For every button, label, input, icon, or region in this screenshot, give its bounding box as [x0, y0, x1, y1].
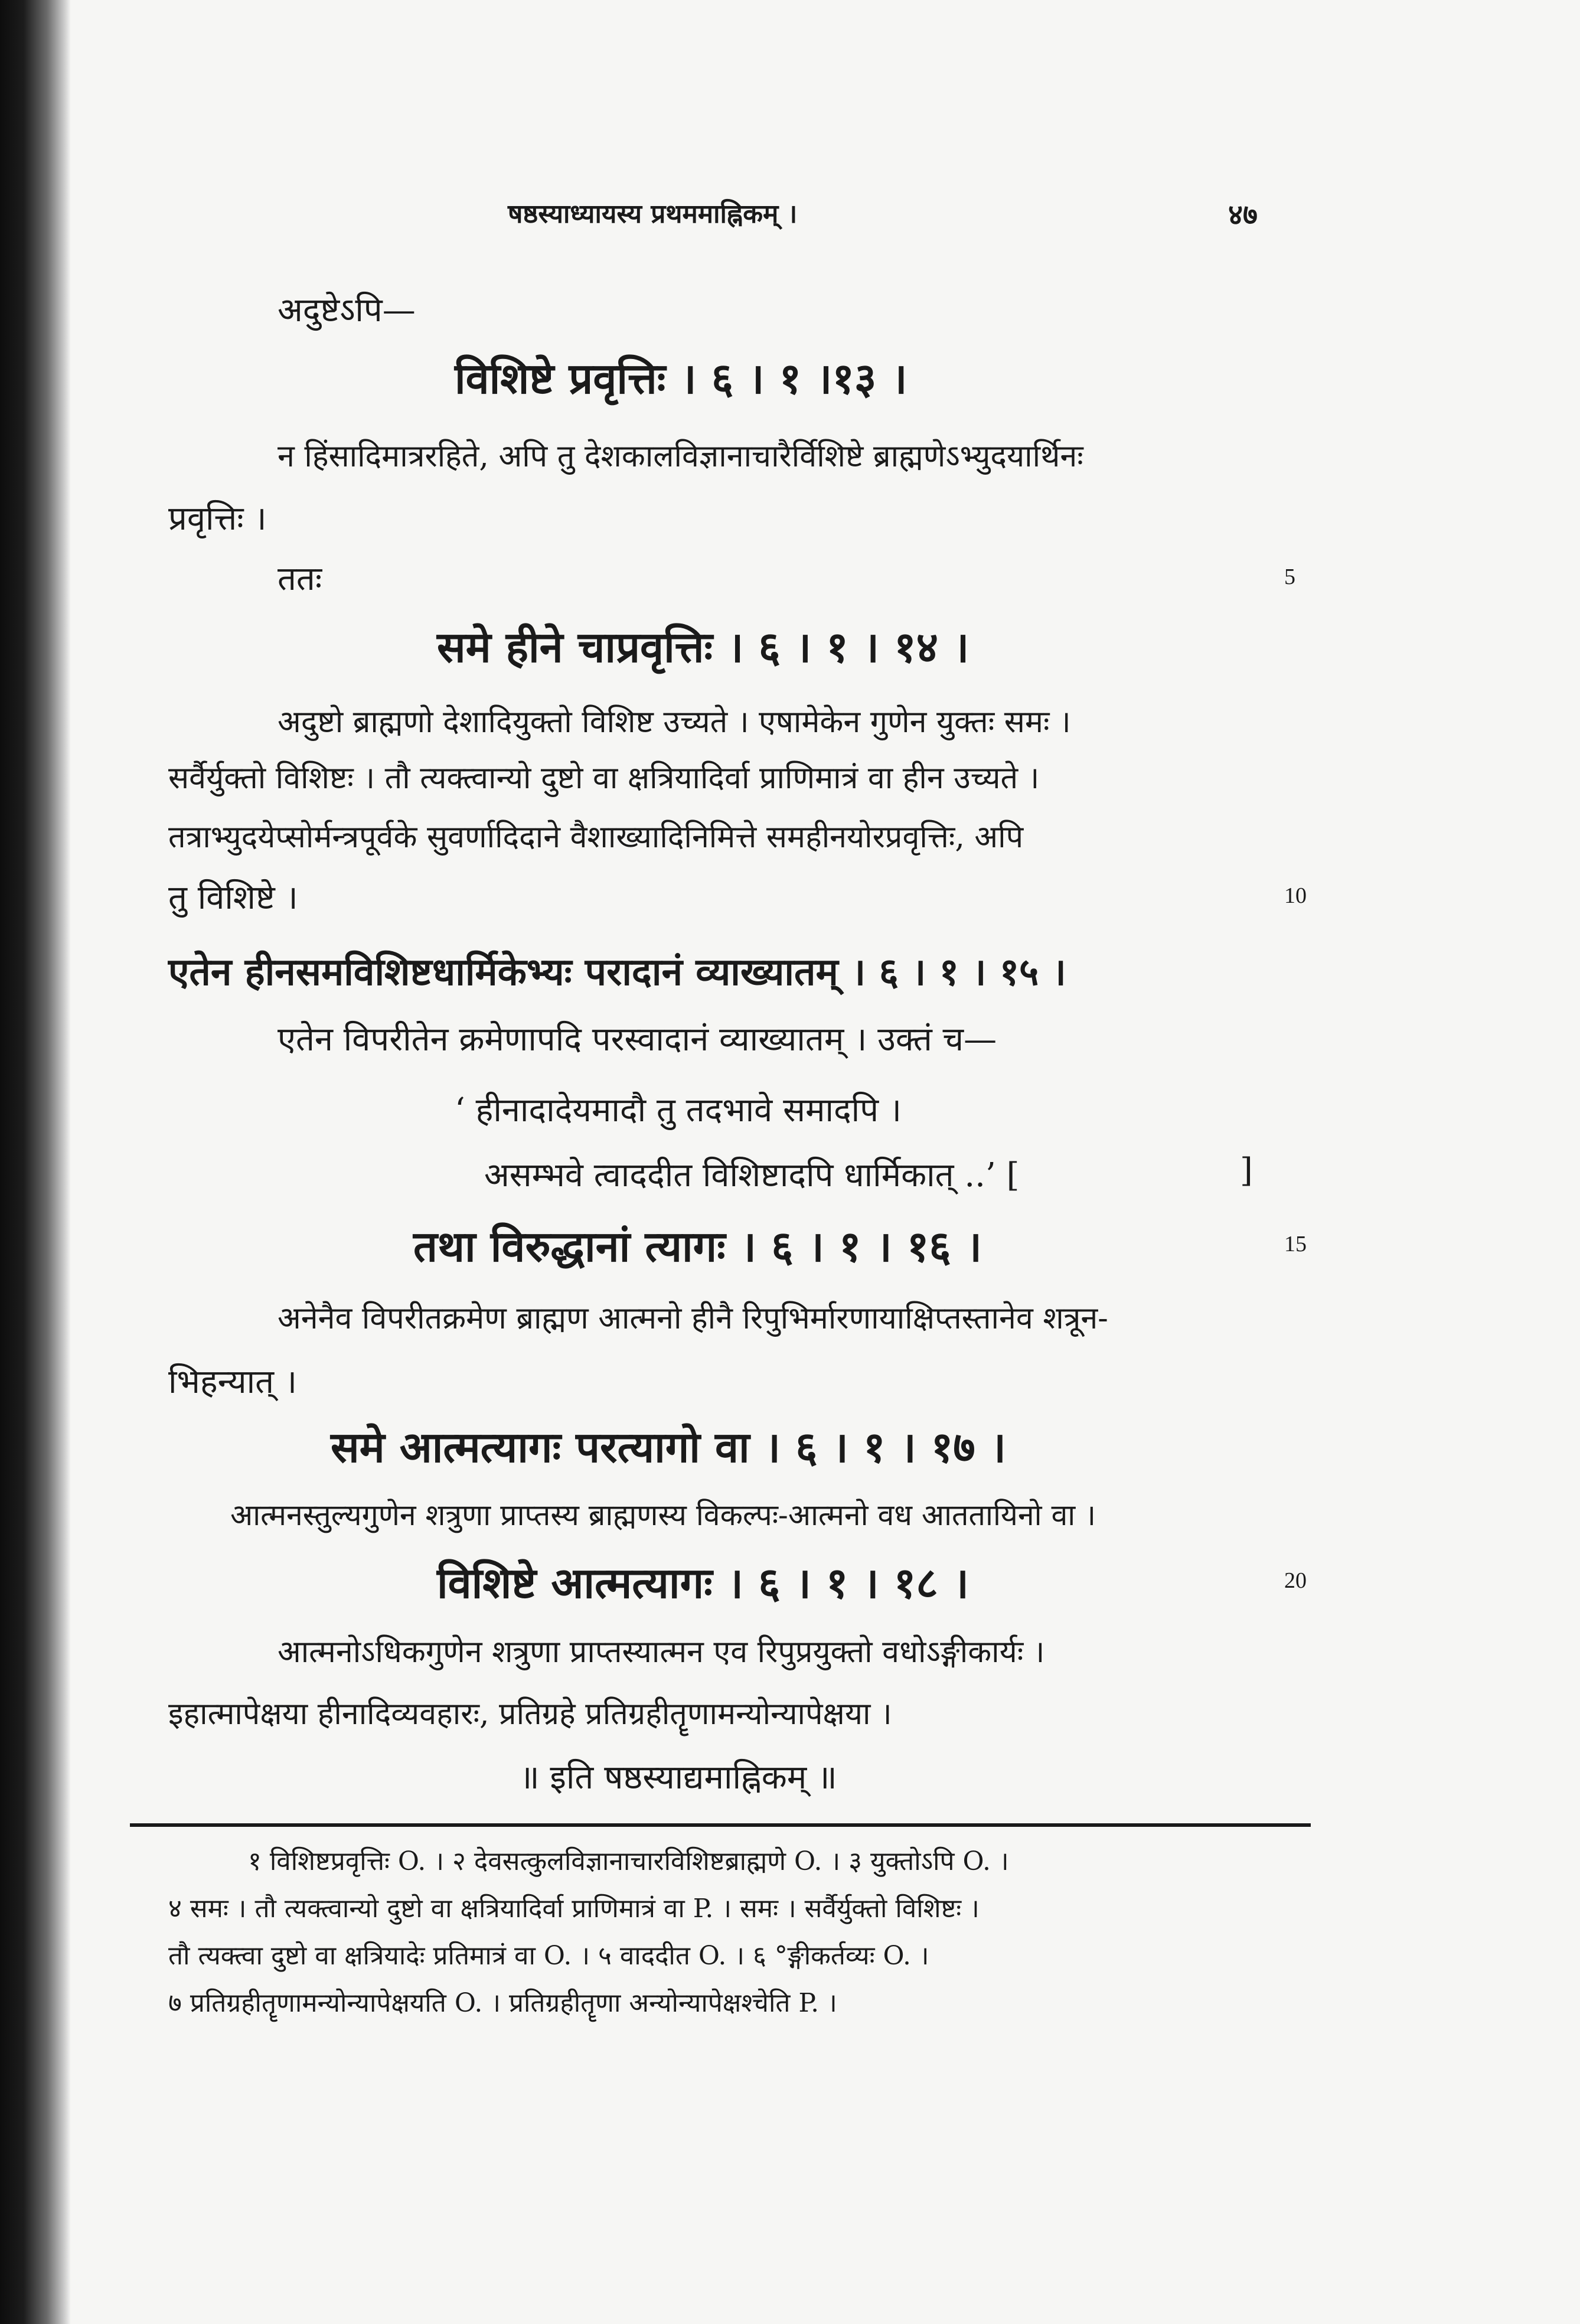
page-number: ४७	[1228, 198, 1258, 231]
line-number: 20	[1284, 1568, 1307, 1593]
sutra-heading: विशिष्टे प्रवृत्तिः । ६ । १ ।१३ ।	[455, 353, 907, 403]
sutra-heading: समे हीने चाप्रवृत्तिः । ६ । १ । १४ ।	[437, 622, 969, 672]
text-line: प्रवृत्तिः ।	[168, 500, 267, 538]
page-binding-shadow	[0, 0, 71, 2324]
text-line: अनेनैव विपरीतक्रमेण ब्राह्मण आत्मनो हीनै रिपुभिर्मारणायाक्षिप्तस्तानेव शत्रून-	[278, 1301, 1108, 1336]
footnote-divider	[130, 1823, 1311, 1827]
line-number: 15	[1284, 1232, 1307, 1256]
text-line: न हिंसादिमात्ररहिते, अपि तु देशकालविज्ञानाचारैर्विशिष्टे ब्राह्मणेऽभ्युदयार्थिनः	[278, 439, 1083, 474]
footnote-line: ४ समः । तौ त्यक्त्वान्यो दुष्टो वा क्षत्रियादिर्वा प्राणिमात्रं वा P. । समः । सर्वैर्युक्तो विशिष्टः ।	[168, 1894, 980, 1924]
verse-line: असम्भवे त्वाददीत विशिष्टादपि धार्मिकात् ..’ [	[484, 1156, 1020, 1194]
verse-line: ‘ हीनादादेयमादौ तु तदभावे समादपि ।	[455, 1091, 902, 1130]
footnote-line: १ विशिष्टप्रवृत्तिः O. । २ देवसत्कुलविज्ञानाचारविशिष्टब्राह्मणे O. । ३ युक्तोऽपि O. ।	[248, 1846, 1009, 1876]
footnote-line: तौ त्यक्त्वा दुष्टो वा क्षत्रियादेः प्रतिमात्रं वा O. । ५ वाददीत O. । ६ °ङ्गीकर्तव्यः O. ।	[168, 1941, 929, 1971]
text-line: भिहन्यात् ।	[168, 1363, 298, 1401]
text-line: आत्मनोऽधिकगुणेन शत्रुणा प्राप्तस्यात्मन एव रिपुप्रयुक्तो वधोऽङ्गीकार्यः ।	[278, 1634, 1045, 1670]
text-line: तत्राभ्युदयेप्सोर्मन्त्रपूर्वके सुवर्णादिदाने वैशाख्यादिनिमित्ते समहीनयोरप्रवृत्तिः, अपि	[168, 820, 1024, 855]
text-line: आत्मनस्तुल्यगुणेन शत्रुणा प्राप्तस्य ब्राह्मणस्य विकल्पः-आत्मनो वध आततायिनो वा ।	[230, 1498, 1096, 1532]
text-line: सर्वैर्युक्तो विशिष्टः । तौ त्यक्त्वान्यो दुष्टो वा क्षत्रियादिर्वा प्राणिमात्रं वा हीन उच्यते ।	[168, 760, 1040, 796]
colophon-line: ॥ इति षष्ठस्याद्यमाह्निकम् ॥	[520, 1758, 837, 1797]
text-line: ततः	[278, 560, 322, 598]
line-number: 10	[1284, 883, 1307, 908]
sutra-heading: तथा विरुद्धानां त्यागः । ६ । १ । १६ ।	[413, 1221, 982, 1271]
closing-bracket: ]	[1240, 1151, 1253, 1190]
running-title: षष्ठस्याध्यायस्य प्रथममाह्निकम् ।	[508, 199, 798, 229]
text-line: अदुष्टेऽपि—	[278, 291, 416, 329]
text-line: एतेन विपरीतेन क्रमेणापदि परस्वादानं व्याख्यातम् । उक्तं च—	[278, 1020, 997, 1059]
sutra-heading: विशिष्टे आत्मत्यागः । ६ । १ । १८ ।	[437, 1558, 969, 1608]
sutra-heading: एतेन हीनसमविशिष्टधार्मिकेभ्यः परादानं व्याख्यातम् । ६ । १ । १५ ।	[168, 950, 1066, 994]
sutra-heading: समे आत्मत्यागः परत्यागो वा । ६ । १ । १७ ।	[331, 1422, 1007, 1472]
text-line: अदुष्टो ब्राह्मणो देशादियुक्तो विशिष्ट उच्यते । एषामेकेन गुणेन युक्तः समः ।	[278, 704, 1071, 740]
line-number: 5	[1284, 564, 1295, 589]
text-line: इहात्मापेक्षया हीनादिव्यवहारः, प्रतिग्रहे प्रतिग्रहीतॄणामन्योन्यापेक्षया ।	[168, 1696, 892, 1732]
footnote-line: ७ प्रतिग्रहीतॄणामन्योन्यापेक्षयति O. । प्रतिग्रहीतॄणा अन्योन्यापेक्षश्चेति P. ।	[168, 1988, 837, 2018]
text-line: तु विशिष्टे ।	[168, 879, 298, 917]
